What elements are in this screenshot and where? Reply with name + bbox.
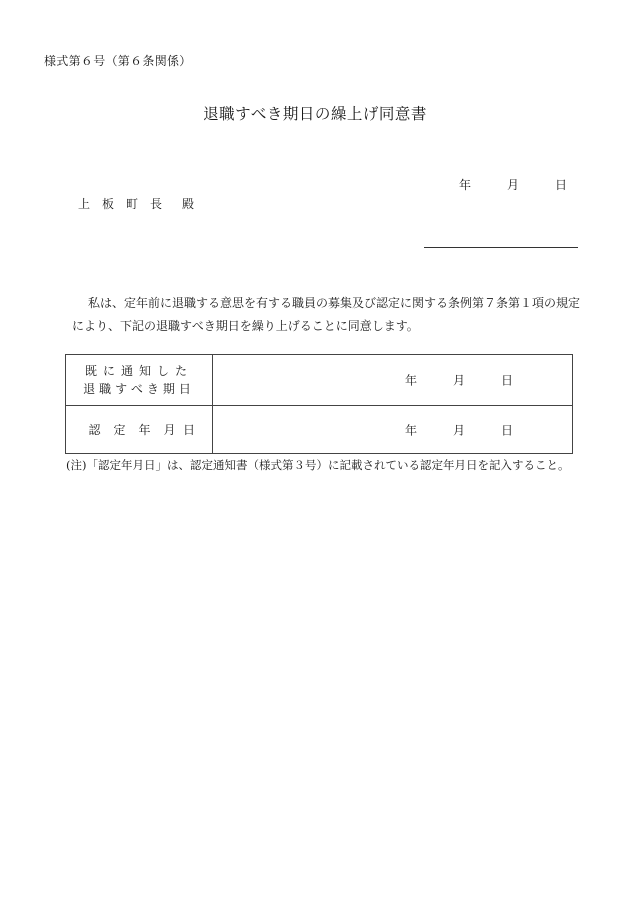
day-label: 日	[501, 373, 514, 388]
date-month-label: 月	[507, 178, 520, 192]
addressee-char: 長	[150, 197, 163, 211]
table-row-notified-date	[66, 355, 573, 406]
notified-date-label	[66, 355, 213, 406]
year-label: 年	[405, 373, 418, 388]
footnote: (注)「認定年月日」は、認定通知書（様式第３号）に記載されている認定年月日を記入すること。	[66, 458, 570, 472]
date-table	[65, 354, 573, 454]
certified-date-label-char: 定	[113, 422, 126, 437]
certified-date-label	[66, 406, 213, 454]
document-title: 退職すべき期日の繰上げ同意書	[203, 105, 427, 123]
certified-date-label-char: 認	[88, 422, 101, 437]
signature-line[interactable]	[424, 247, 578, 248]
addressee-char: 町	[126, 197, 139, 211]
date-year-label: 年	[459, 178, 472, 192]
notified-date-label-line1: 既に通知した	[84, 364, 193, 378]
certified-date-label-char: 月	[163, 422, 176, 437]
addressee-honorific: 殿	[182, 197, 195, 211]
month-label: 月	[453, 423, 466, 437]
addressee-char: 上	[78, 197, 91, 211]
notified-date-label-line2: 退職すべき期日	[83, 382, 195, 396]
consent-line-2: により、下記の退職すべき期日を繰り上げることに同意します。	[72, 319, 419, 333]
certified-date-field[interactable]	[213, 406, 573, 454]
day-label: 日	[501, 423, 514, 437]
consent-line-1: 私は、定年前に退職する意思を有する職員の募集及び認定に関する条例第７条第１項の規定	[88, 296, 581, 310]
table-row-certified-date	[66, 406, 573, 454]
date-day-label: 日	[555, 178, 568, 192]
notified-date-field[interactable]	[213, 355, 573, 406]
month-label: 月	[453, 373, 466, 388]
certified-date-label-char: 年	[138, 422, 151, 437]
form-number: 様式第６号（第６条関係）	[44, 54, 192, 68]
certified-date-label-char: 日	[182, 422, 195, 437]
year-label: 年	[405, 423, 418, 437]
consent-statement	[72, 292, 582, 338]
addressee-char: 板	[102, 197, 115, 211]
